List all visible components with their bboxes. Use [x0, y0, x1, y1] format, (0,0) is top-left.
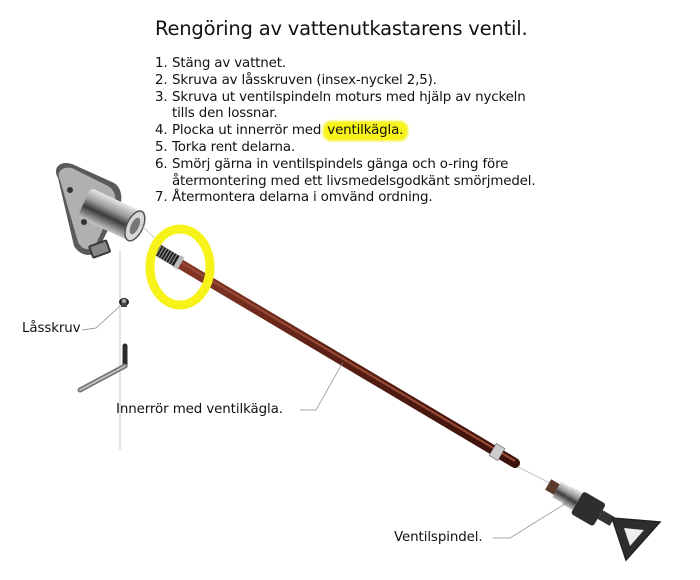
valve-spindle-leader [493, 502, 568, 538]
instruction-list [155, 56, 535, 207]
step-1: 1. Stäng av vattnet. [155, 56, 286, 71]
lock-screw [119, 298, 129, 307]
faucet-body [56, 163, 149, 259]
page-title: Rengöring av vattenutkastarens ventil. [155, 17, 528, 40]
inner-tube-leader [300, 362, 343, 410]
hex-key [80, 346, 125, 390]
step-2: 2. Skruva av låsskruven (insex-nyckel 2,5). [155, 72, 437, 88]
callout-inner-tube: Innerrör med ventilkägla. [116, 402, 283, 417]
step-3: 3. Skruva ut ventilspindeln moturs med hjälp av nyckeln tills den lossnar. [155, 89, 526, 122]
callout-lock-screw: Låsskruv [22, 321, 81, 336]
step-7: 7. Återmontera delarna i omvänd ordning. [155, 190, 433, 206]
highlighted-term: ventilkägla. [325, 123, 406, 139]
callout-valve-spindle: Ventilspindel. [394, 530, 483, 545]
valve-spindle [541, 474, 660, 560]
step-4: 4. Plocka ut innerrör med ventilkägla. [155, 123, 535, 140]
step-5: 5. Torka rent delarna. [155, 139, 296, 155]
step-6: 6. Smörj gärna in ventilspindels gänga och o-ring före återmontering med ett livsmedelsgodkänt smörjmedel. [155, 156, 536, 189]
lock-screw-leader [82, 306, 120, 330]
